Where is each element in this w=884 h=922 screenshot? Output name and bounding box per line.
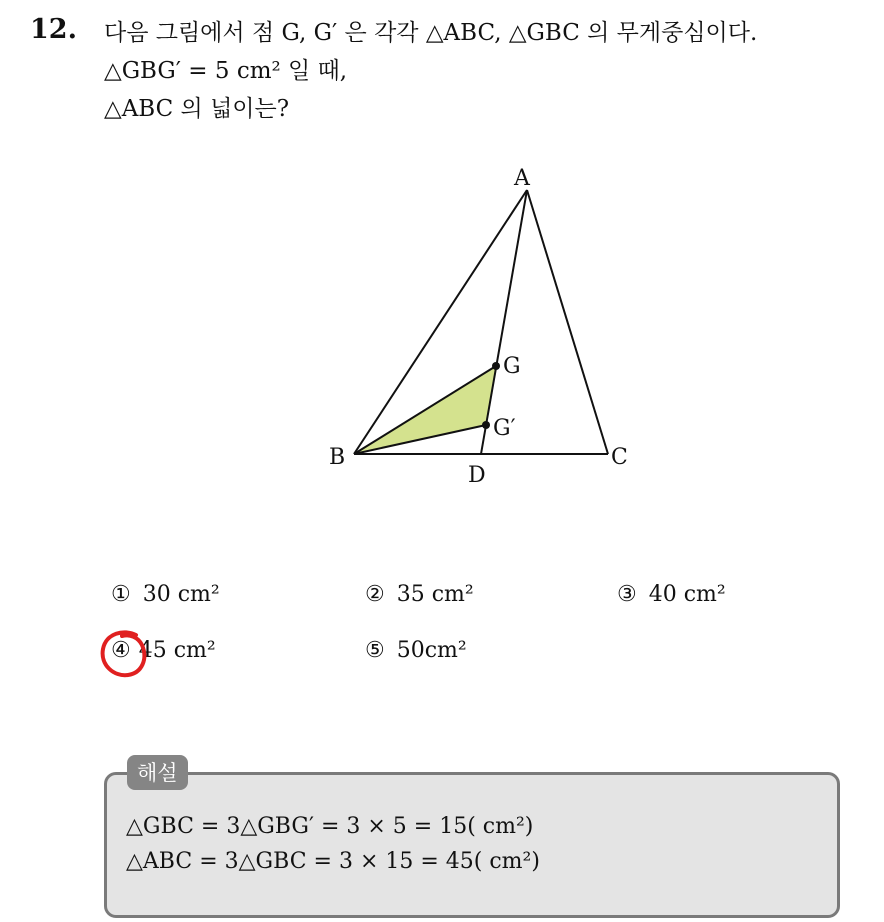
choice-1-number: ① <box>111 582 131 607</box>
choice-2-number: ② <box>365 582 385 607</box>
choice-5-value: 50cm² <box>396 638 467 663</box>
segment-ac <box>527 190 608 454</box>
median-ad <box>481 190 527 454</box>
choice-3-number: ③ <box>617 582 637 607</box>
label-c: C <box>611 445 628 470</box>
point-g <box>492 362 500 370</box>
point-g-prime <box>482 421 490 429</box>
label-b: B <box>329 445 346 470</box>
label-g: G <box>503 354 521 379</box>
choice-5-number: ⑤ <box>365 638 385 663</box>
question-line-3: △ABC 의 넓이는? <box>104 96 290 122</box>
label-a: A <box>514 166 530 191</box>
label-g-prime: G′ <box>493 416 516 441</box>
choice-3[interactable] <box>617 582 726 607</box>
solution-line-1: △GBC = 3△GBG′ = 3 × 5 = 15( cm²) <box>126 814 534 839</box>
choice-2[interactable] <box>365 582 474 607</box>
answer-circle-mark <box>96 627 156 683</box>
choice-2-value: 35 cm² <box>396 582 474 607</box>
solution-line-2: △ABC = 3△GBC = 3 × 15 = 45( cm²) <box>126 849 540 874</box>
choice-5[interactable] <box>365 638 467 663</box>
solution-box <box>104 772 840 918</box>
question-line-1: 다음 그림에서 점 G, G′ 은 각각 △ABC, △GBC 의 무게중심이다. <box>104 20 758 46</box>
solution-tag: 해설 <box>127 755 188 790</box>
choice-1-value: 30 cm² <box>142 582 220 607</box>
label-d: D <box>468 463 486 488</box>
question-line-2: △GBG′ = 5 cm² 일 때, <box>104 58 348 84</box>
choice-1[interactable] <box>111 582 220 607</box>
choice-3-value: 40 cm² <box>648 582 726 607</box>
choice-4-value: 45 cm² <box>138 638 216 663</box>
choice-4-number: ④ <box>111 638 131 663</box>
problem-number: 12. <box>30 14 77 45</box>
